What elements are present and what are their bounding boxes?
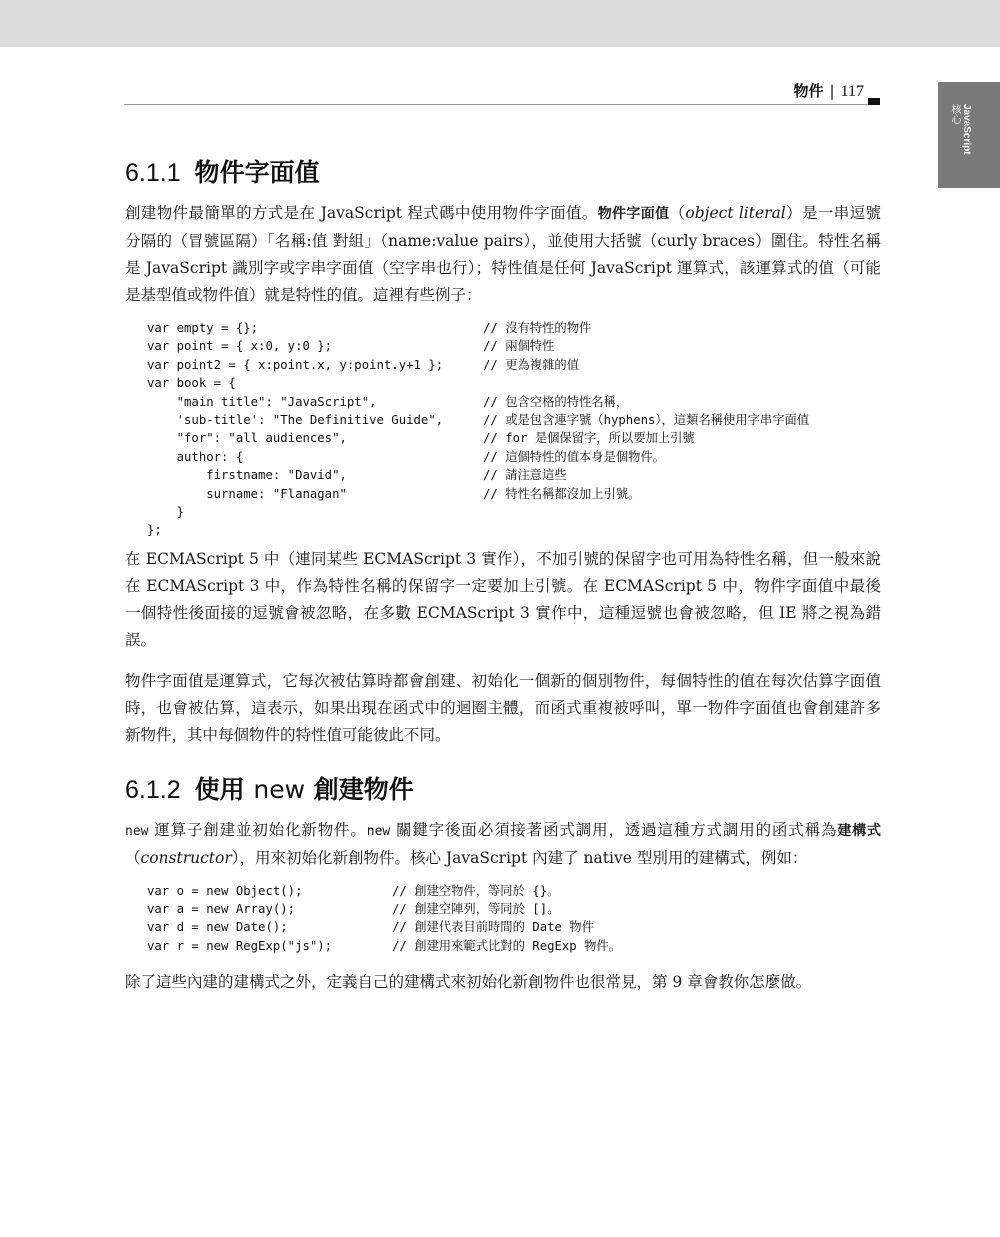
code-text: } — [147, 504, 185, 519]
code-comment: // 創建代表目前時間的 Date 物件 — [392, 920, 594, 935]
code-line — [147, 356, 881, 374]
code-text: 'sub-title': "The Definitive Guide", — [147, 412, 444, 427]
paragraph-611-2: 在 ECMAScript 5 中（連同某些 ECMAScript 3 實作），不加引號的保留字也可用為特性名稱，但一般來說在 ECMAScript 3 中，作為特性名稱的保留字一定要加上引號。在 ECMAScript 5 中，物件字面值中最後一個特性後面接的逗號會被忽略，在多數 ECMAScript 3 實作中，這種逗號也會被忽略，但 IE 將之視為錯誤。 — [125, 549, 881, 649]
header-marker-block — [868, 98, 880, 105]
code-comment: // 特性名稱都沒加上引號。 — [483, 486, 641, 501]
term-constructor: 建構式 — [837, 822, 882, 839]
code-line — [147, 466, 881, 484]
code-line — [147, 521, 881, 539]
code-comment: // 包含空格的特性名稱， — [483, 394, 629, 409]
term-object-literal-en: object literal — [685, 204, 786, 222]
code-text: var empty = {}; — [147, 321, 259, 335]
code-text: var point = { x:0, y:0 }; — [147, 339, 333, 354]
section-title-keyword: new — [253, 774, 306, 804]
code-line — [147, 918, 881, 936]
running-head: 物件 | 117 — [793, 82, 864, 100]
chapter-side-tab — [938, 82, 1000, 188]
code-comment: // 創建用來範式比對的 RegExp 物件。 — [392, 938, 621, 953]
paragraph-612-2: 除了這些內建的建構式之外，定義自己的建構式來初始化新創物件也很常見，第 9 章會教你怎麼做。 — [125, 973, 812, 992]
section-number: 6.1.1 — [125, 159, 181, 187]
term-constructor-en: constructor — [140, 848, 232, 867]
code-text: var point2 = { x:point.x, y:point.y+1 }; — [147, 357, 444, 372]
code-comment: // 創建空物件，等同於 {}。 — [392, 883, 560, 898]
code-comment: // 或是包含連字號（hyphens），這類名稱使用字串字面值 — [483, 412, 810, 427]
code-text: }; — [147, 523, 162, 538]
code-comment: // 兩個特性 — [483, 339, 555, 354]
code-comment: // 這個特性的值本身是個物件。 — [483, 449, 666, 464]
code-comment: // 請注意這些 — [483, 468, 567, 483]
side-tab-line1: JavaScript — [961, 104, 972, 155]
paragraph-612-1: new 運算子創建並初始化新物件。new 關鍵字後面必須接著函式調用，透過這種方式調用的函式稱為建構式（constructor），用來初始化新創物件。核心 JavaScript 內建了 native 型別用的建構式，例如： — [125, 820, 882, 867]
paragraph-611-3: 物件字面值是運算式，它每次被估算時都會創建、初始化一個新的個別物件，每個特性的值在每次估算字面值時，也會被估算，這表示，如果出現在函式中的迴圈主體，而函式重複被呼叫，單一物件字面值也會創建許多新物件，其中每個物件的特性值可能彼此不同。 — [125, 671, 881, 744]
side-tab-line2: 核心 — [949, 104, 960, 124]
code-line — [147, 429, 881, 447]
code-line — [147, 411, 881, 429]
code-comment: // 創建空陣列，等同於 []。 — [392, 902, 560, 917]
code-text: var r = new RegExp("js"); — [147, 938, 333, 953]
code-block-612 — [147, 882, 881, 956]
section-title: 物件字面值 — [194, 158, 320, 187]
keyword-new: new — [366, 823, 391, 839]
code-block-611 — [147, 319, 881, 540]
code-text: "for": "all audiences", — [147, 431, 347, 446]
code-line — [147, 393, 881, 411]
code-comment: // for 是個保留字，所以要加上引號 — [483, 431, 695, 446]
code-text: author: { — [147, 449, 244, 464]
code-text: var o = new Object(); — [147, 883, 303, 898]
page-number: 117 — [840, 83, 864, 100]
code-line — [147, 448, 881, 466]
term-object-literal: 物件字面值 — [597, 206, 670, 222]
code-text: var a = new Array(); — [147, 902, 296, 917]
header-rule — [124, 104, 880, 105]
page-content — [125, 152, 881, 996]
section-heading-611 — [125, 152, 881, 194]
code-line — [147, 937, 881, 955]
paragraph-611-1: 創建物件最簡單的方式是在 JavaScript 程式碼中使用物件字面值。物件字面值（object literal）是一串逗號分隔的（冒號區隔）「名稱:值 對組」（name:value pairs），並使用大括號（curly braces）圍住。特性名稱是 JavaScript 識別字或字串字面值（空字串也行）；特性值是任何 JavaScript 運算式，該運算式的值（可能是基型值或物件值）就是特性的值。這裡有些例子： — [125, 204, 881, 304]
code-text: var book = { — [147, 376, 236, 391]
code-text: firstname: "David", — [147, 468, 347, 483]
code-line — [147, 882, 881, 900]
code-line — [147, 485, 881, 503]
keyword-new: new — [125, 823, 149, 839]
code-line — [147, 900, 881, 918]
code-line — [147, 319, 881, 337]
code-text: surname: "Flanagan" — [147, 486, 347, 501]
code-line — [147, 337, 881, 355]
section-heading-612: 6.1.2 使用 new 創建物件 — [125, 774, 414, 804]
code-line — [147, 503, 881, 521]
running-head-title: 物件 — [793, 82, 824, 100]
code-text: var d = new Date(); — [147, 920, 288, 935]
code-comment: // 沒有特性的物件 — [483, 321, 592, 335]
code-text: "main title": "JavaScript", — [147, 394, 377, 409]
code-line — [147, 374, 881, 392]
code-comment: // 更為複雜的值 — [483, 357, 579, 372]
top-gray-band — [0, 0, 1000, 47]
section-number: 6.1.2 — [125, 775, 181, 804]
